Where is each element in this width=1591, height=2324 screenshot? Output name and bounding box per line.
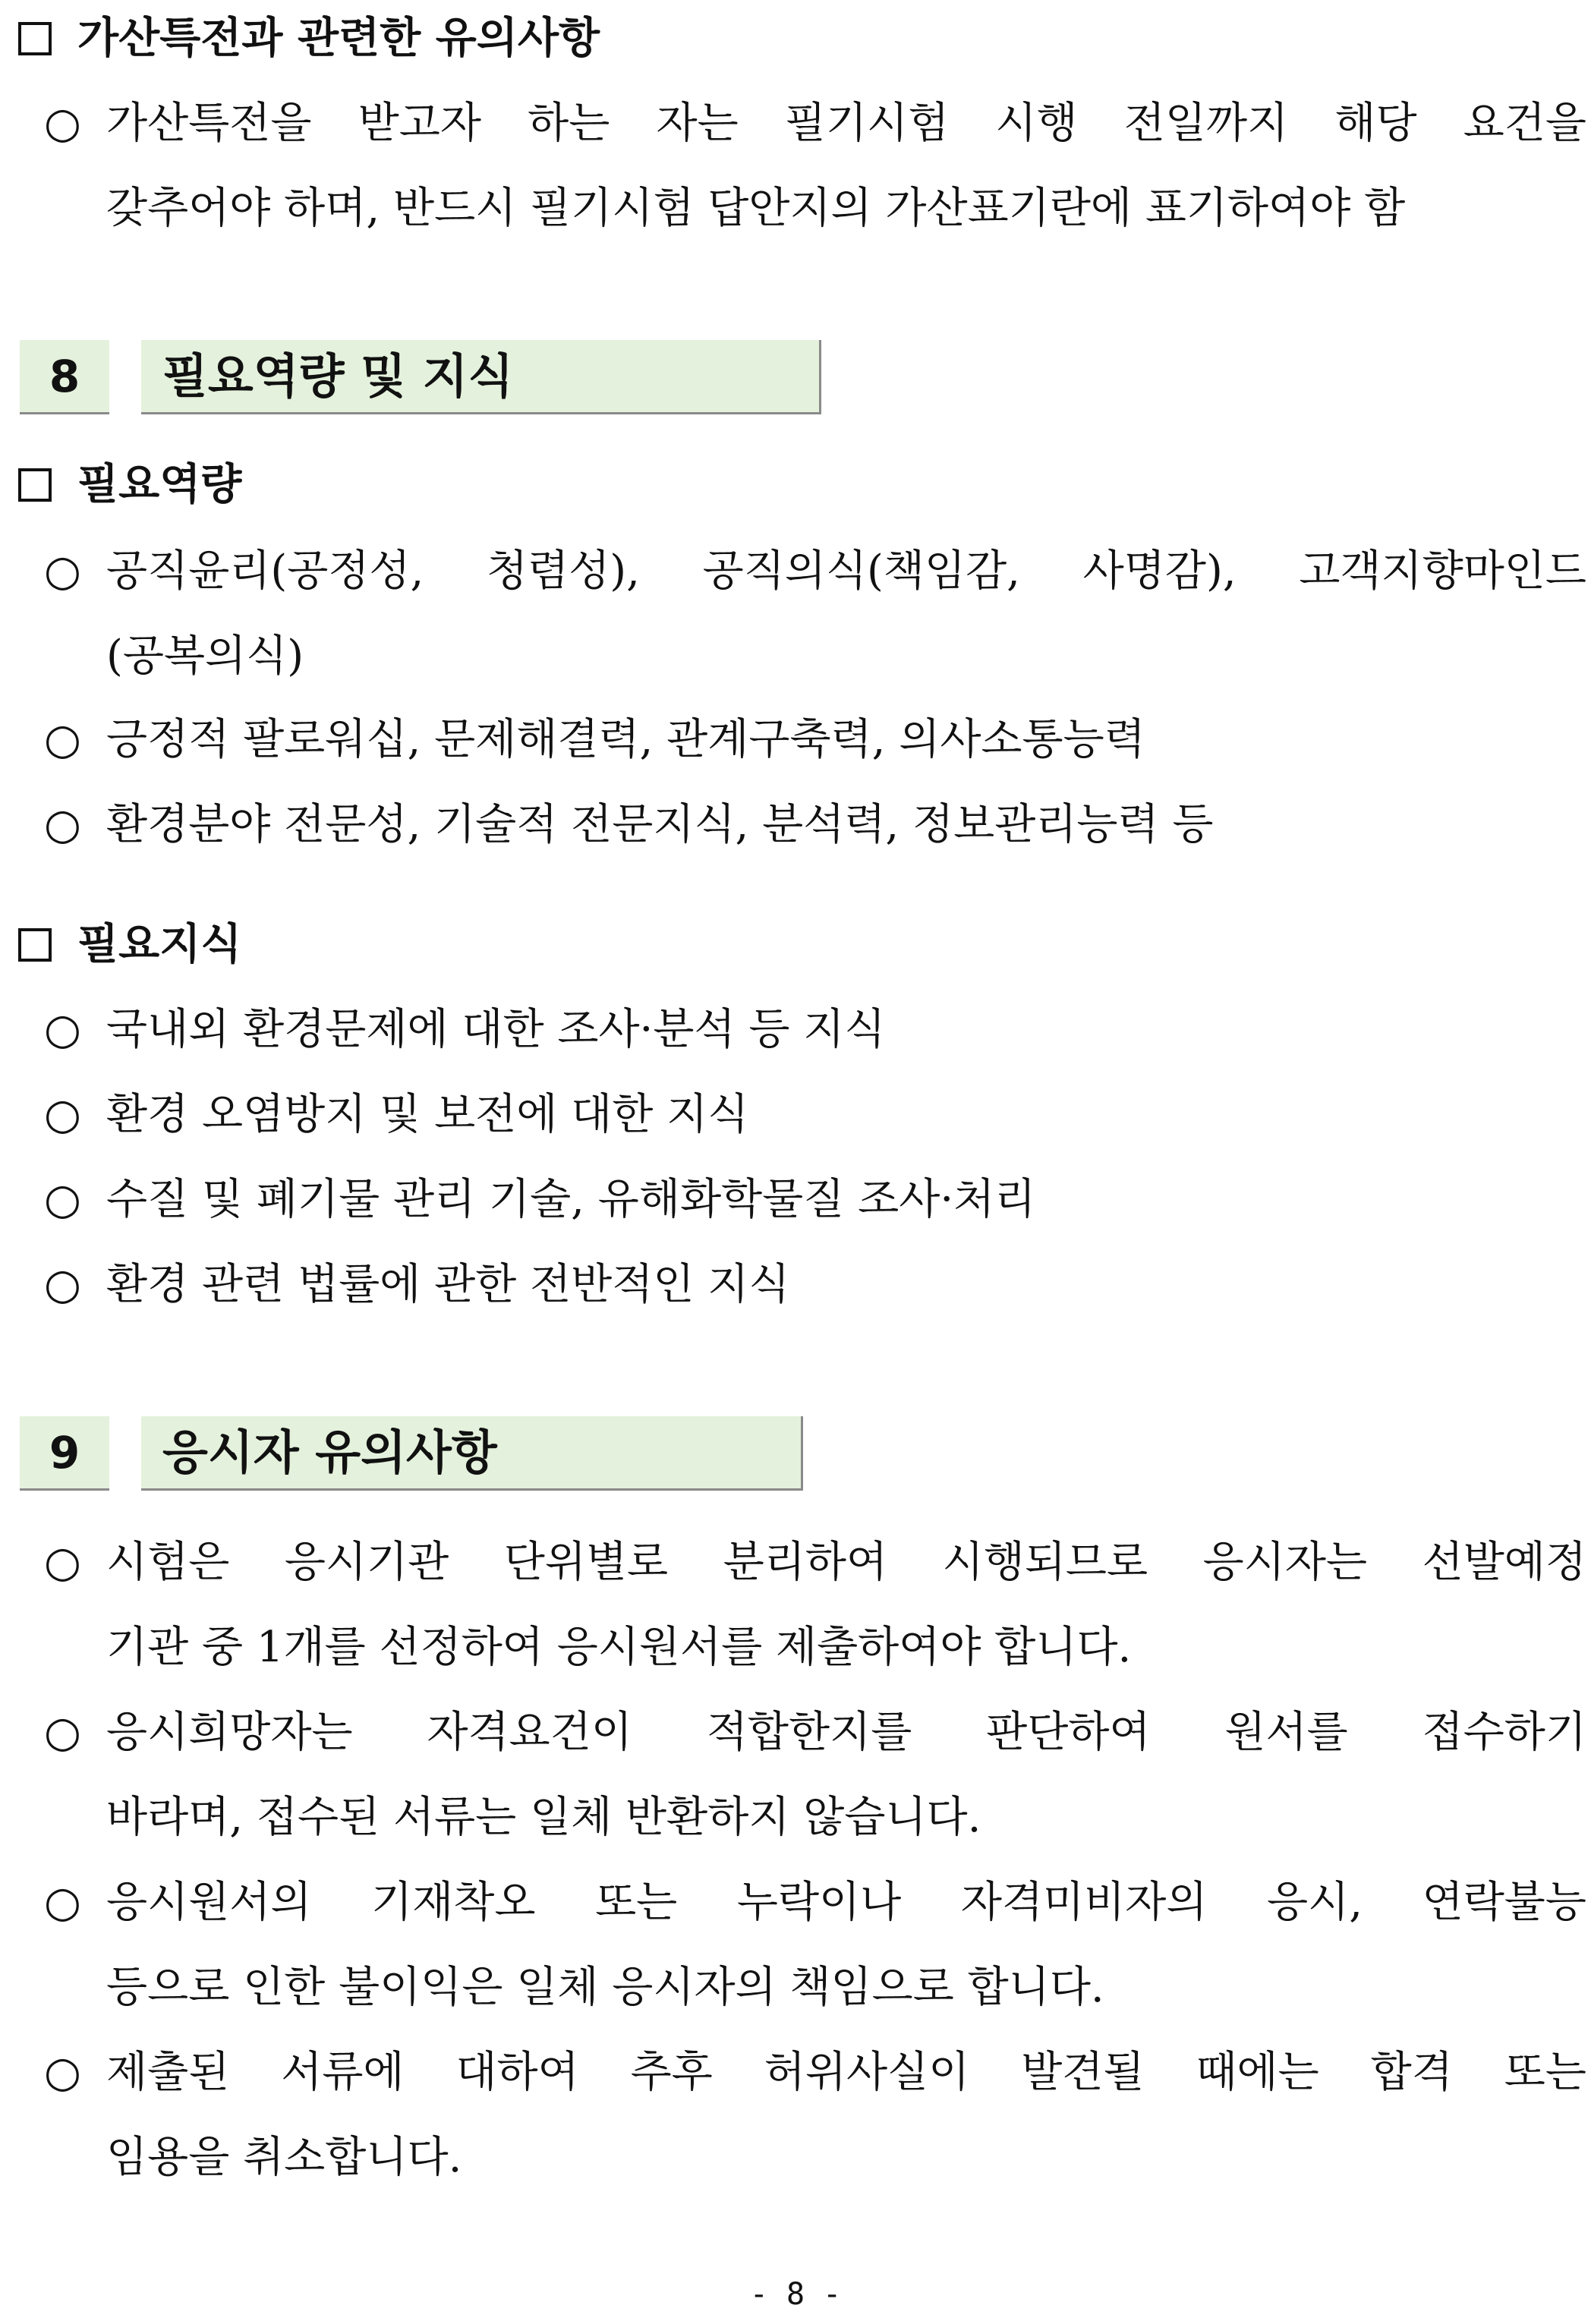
- notice-item-continuation: 기관 중 1개를 선정하여 응시원서를 제출하여야 합니다.: [106, 1623, 1132, 1672]
- circle-bullet-icon: ○: [44, 800, 81, 849]
- circle-bullet-icon: ○: [44, 1878, 81, 1927]
- circle-bullet-icon: ○: [44, 715, 81, 764]
- notice-item-text: 제출된 서류에 대하여 추후 허위사실이 발견될 때에는 합격 또는: [106, 2048, 1586, 2097]
- knowledge-item-text: 환경 관련 법률에 관한 전반적인 지식: [106, 1260, 790, 1309]
- circle-bullet-icon: ○: [44, 1175, 81, 1224]
- competency-item-text: 환경분야 전문성, 기술적 전문지식, 분석력, 정보관리능력 등: [106, 800, 1214, 849]
- circle-bullet-icon: ○: [44, 1708, 81, 1757]
- notice-item-text: 응시원서의 기재착오 또는 누락이나 자격미비자의 응시, 연락불능: [106, 1878, 1586, 1927]
- checkbox-square-icon: [18, 928, 52, 962]
- circle-bullet-icon: ○: [44, 546, 81, 596]
- competency-heading-text: 필요역량: [77, 460, 242, 509]
- notice-item-text: 시험은 응시기관 단위별로 분리하여 시행되므로 응시자는 선발예정: [106, 1538, 1586, 1587]
- section-9-title: 응시자 유의사항: [141, 1416, 803, 1491]
- knowledge-item-text: 수질 및 폐기물 관리 기술, 유해화학물질 조사·처리: [106, 1175, 1036, 1224]
- circle-bullet-icon: ○: [44, 1538, 81, 1587]
- section-9-number: 9: [20, 1416, 109, 1491]
- competency-item-text: 공직윤리(공정성, 청렴성), 공직의식(책임감, 사명감), 고객지향마인드: [106, 546, 1586, 596]
- bonus-notice-line-2: 갖추어야 하며, 반드시 필기시험 답안지의 가산표기란에 표기하여야 함: [106, 184, 1406, 233]
- knowledge-item-text: 국내외 환경문제에 대한 조사·분석 등 지식: [106, 1005, 886, 1054]
- competency-item-continuation: (공복의식): [106, 631, 304, 681]
- notice-item-continuation: 임용을 취소합니다.: [106, 2133, 462, 2182]
- circle-bullet-icon: ○: [44, 99, 81, 148]
- competency-item-text: 긍정적 팔로워십, 문제해결력, 관계구축력, 의사소통능력: [106, 715, 1145, 764]
- notice-item-continuation: 등으로 인한 불이익은 일체 응시자의 책임으로 합니다.: [106, 1963, 1104, 2012]
- notice-item-text: 응시희망자는 자격요건이 적합한지를 판단하여 원서를 접수하기: [106, 1708, 1586, 1757]
- knowledge-heading: [18, 918, 241, 971]
- circle-bullet-icon: ○: [44, 1090, 81, 1139]
- knowledge-item-text: 환경 오염방지 및 보전에 대한 지식: [106, 1090, 749, 1139]
- circle-bullet-icon: ○: [44, 1260, 81, 1309]
- checkbox-square-icon: [18, 22, 52, 55]
- circle-bullet-icon: ○: [44, 1005, 81, 1054]
- bonus-notice-line-1: 가산특전을 받고자 하는 자는 필기시험 시행 전일까지 해당 요건을: [106, 99, 1586, 148]
- circle-bullet-icon: ○: [44, 2048, 81, 2097]
- bonus-notice-heading-text: 가산특전과 관련한 유의사항: [77, 14, 600, 63]
- checkbox-square-icon: [18, 468, 52, 502]
- bonus-notice-heading: [18, 12, 600, 65]
- knowledge-heading-text: 필요지식: [77, 920, 242, 969]
- section-8-title: 필요역량 및 지식: [141, 340, 821, 414]
- page-number: - 8 -: [749, 2277, 842, 2312]
- competency-heading: [18, 458, 241, 512]
- notice-item-continuation: 바라며, 접수된 서류는 일체 반환하지 않습니다.: [106, 1793, 981, 1842]
- section-8-number: 8: [20, 340, 109, 414]
